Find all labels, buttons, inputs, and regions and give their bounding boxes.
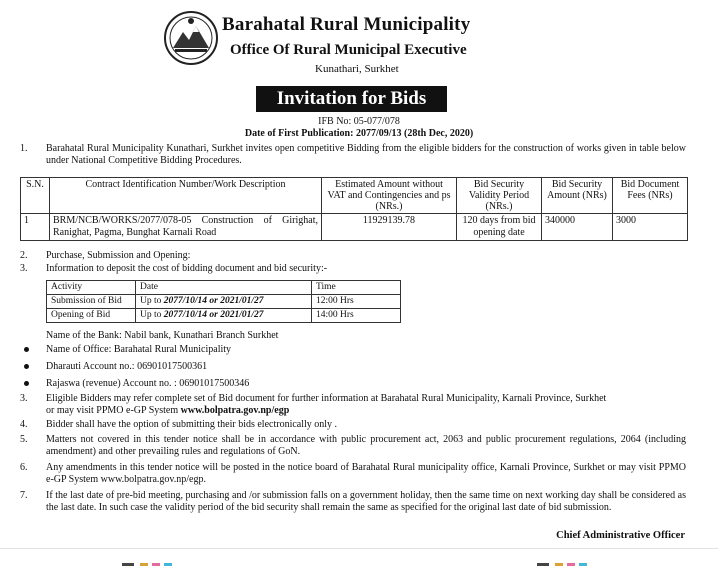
bullet-icon — [24, 364, 29, 369]
table-row — [47, 295, 401, 309]
bullet-icon — [24, 381, 29, 386]
cell-activity: Submission of Bid — [47, 295, 136, 309]
item-number: 6. — [20, 462, 28, 473]
bank-name: Name of the Bank: Nabil bank, Kunathari Branch Surkhet — [46, 330, 279, 341]
dharauti-account: Dharauti Account no.: 06901017500361 — [46, 361, 208, 372]
paragraph-matters: Matters not covered in this tender notice shall be in accordance with public procurement act, 2063 and public procurement regulations, 2064 (including amendment) and other prevailing rules and regulations of GoN. — [46, 434, 686, 457]
activity-table — [46, 280, 401, 323]
activity-table-header — [47, 281, 401, 295]
bid-table — [20, 177, 688, 241]
col-header-security: Bid Security Amount (NRs) — [542, 178, 613, 214]
paragraph-bid-document — [46, 393, 686, 417]
col-header-activity: Activity — [47, 281, 136, 295]
col-header-date: Date — [136, 281, 312, 295]
cell-validity: 120 days from bid opening date — [457, 214, 542, 241]
divider — [140, 563, 148, 566]
signature-title: Chief Administrative Officer — [556, 530, 685, 541]
date-value: 2077/10/14 or 2021/01/27 — [163, 296, 264, 306]
col-header-sn: S.N. — [21, 178, 50, 214]
office-title: Office Of Rural Municipal Executive — [230, 42, 467, 58]
paragraph-amendments: Any amendments in this tender notice will be posted in the notice board of Barahatal Rural municipality office, Karnali Province, Surkhet or may visit PPMO e-GP System www.bolpatra.gov.np/egp. — [46, 462, 686, 485]
bid-document-text-2: or may visit PPMO e-GP System — [46, 405, 181, 416]
egp-link[interactable]: www.bolpatra.gov.np/egp — [180, 405, 290, 416]
cell-description: BRM/NCB/WORKS/2077/078-05 Construction of Girighat, Ranighat, Pagma, Bunghat Karnali Road — [50, 214, 322, 241]
divider — [555, 563, 563, 566]
cell-time: 14:00 Hrs — [312, 309, 401, 323]
col-header-description: Contract Identification Number/Work Description — [50, 178, 322, 214]
cell-date — [136, 309, 312, 323]
col-header-time: Time — [312, 281, 401, 295]
cell-time: 12:00 Hrs — [312, 295, 401, 309]
publication-date: Date of First Publication: 2077/09/13 (28th Dec, 2020) — [244, 128, 474, 139]
divider — [579, 563, 587, 566]
cell-date — [136, 295, 312, 309]
municipality-emblem-icon — [163, 10, 219, 66]
col-header-validity: Bid Security Validity Period (NRs.) — [457, 178, 542, 214]
item-number: 1. — [20, 143, 28, 154]
divider — [537, 563, 549, 566]
cell-security: 340000 — [542, 214, 613, 241]
divider — [122, 563, 134, 566]
table-row — [47, 309, 401, 323]
item-number: 7. — [20, 490, 28, 501]
paragraph-purchase: Purchase, Submission and Opening: — [46, 250, 191, 261]
paragraph-deposit-info: Information to deposit the cost of bidding document and bid security:- — [46, 263, 328, 274]
date-prefix: Up to — [140, 310, 164, 320]
divider — [0, 548, 718, 549]
address: Kunathari, Surkhet — [315, 63, 399, 75]
col-header-fees: Bid Document Fees (NRs) — [613, 178, 688, 214]
divider — [164, 563, 172, 566]
invitation-banner: Invitation for Bids — [256, 86, 447, 112]
bullet-icon — [24, 347, 29, 352]
cell-amount: 11929139.78 — [322, 214, 457, 241]
municipality-title: Barahatal Rural Municipality — [222, 14, 471, 35]
rajaswa-account: Rajaswa (revenue) Account no. : 06901017500346 — [46, 378, 250, 389]
item-number: 3. — [20, 393, 28, 404]
ifb-number: IFB No: 05-077/078 — [318, 116, 400, 127]
bid-document-text: Eligible Bidders may refer complete set of Bid document for further information at Barahatal Rural Municipality, Karnali Province, Surkhet — [46, 393, 607, 404]
item-number: 5. — [20, 434, 28, 445]
divider — [152, 563, 160, 566]
item-number: 3. — [20, 263, 28, 274]
item-number: 2. — [20, 250, 28, 261]
paragraph-electronic: Bidder shall have the option of submitting their bids electronically only . — [46, 419, 338, 430]
col-header-amount: Estimated Amount without VAT and Contingencies and ps (NRs.) — [322, 178, 457, 214]
divider — [567, 563, 575, 566]
date-prefix: Up to — [140, 296, 164, 306]
table-row — [21, 214, 688, 241]
cell-sn: 1 — [21, 214, 50, 241]
cell-activity: Opening of Bid — [47, 309, 136, 323]
bid-table-header — [21, 178, 688, 214]
office-name: Name of Office: Barahatal Rural Municipality — [46, 344, 232, 355]
item-number: 4. — [20, 419, 28, 430]
paragraph-invitation: Barahatal Rural Municipality Kunathari, Surkhet invites open competitive Bidding from the eligible bidders for the construction of works given in table below under National Competitive Bidding Procedures. — [46, 143, 686, 166]
date-value: 2077/10/14 or 2021/01/27 — [163, 310, 264, 320]
cell-fees: 3000 — [613, 214, 688, 241]
paragraph-holiday: If the last date of pre-bid meeting, purchasing and /or submission falls on a government holiday, then the same time on next working day shall be considered as the last date. In such case the validity period of the bid security shall remain the same as specified for the original last date of bid submission. — [46, 490, 686, 513]
